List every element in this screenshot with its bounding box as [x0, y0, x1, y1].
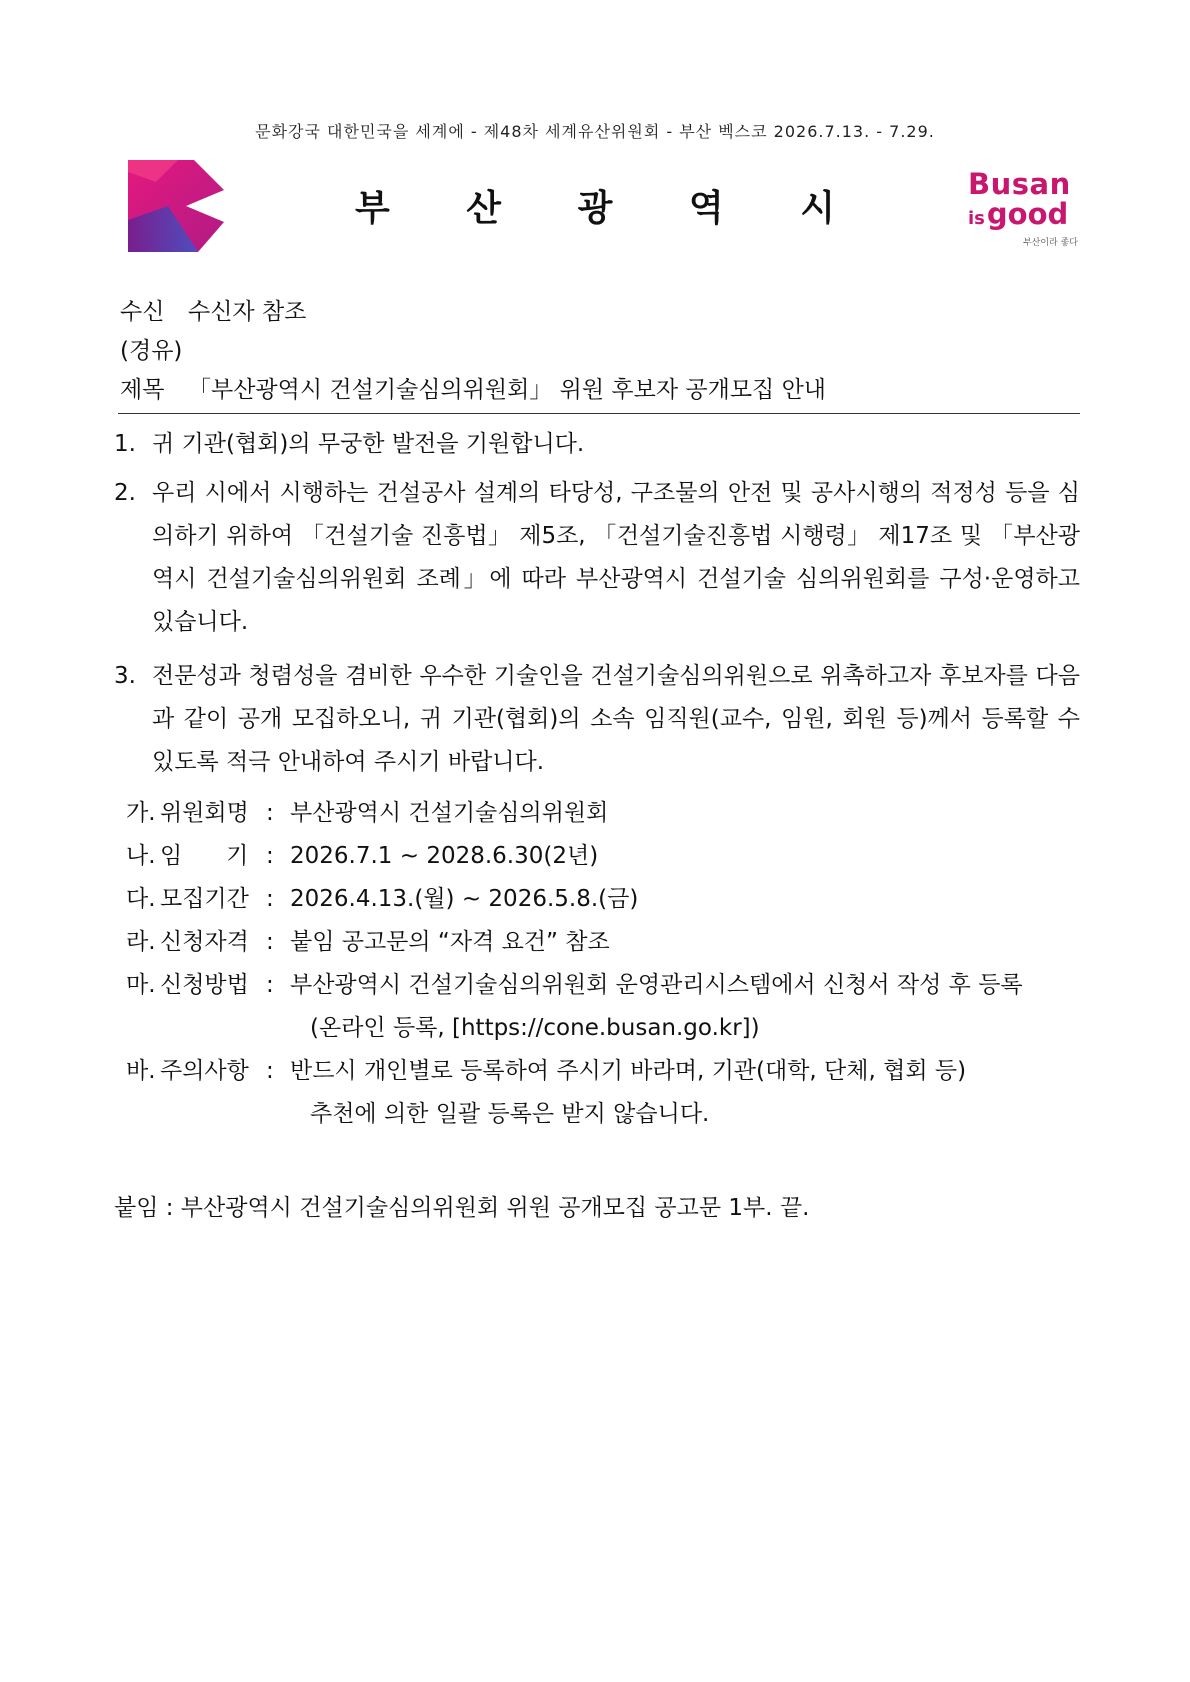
item-label: 임 기: [160, 843, 249, 869]
paragraph-text: 전문성과 청렴성을 겸비한 우수한 기술인을 건설기술심의위원으로 위촉하고자 후보자를 다음과 같이 공개 모집하오니, 귀 기관(협회)의 소속 임직원(교수, 임원, 회원 등)께서 등록할 수 있도록 적극 안내하여 주시기 바랍니다.: [152, 663, 1080, 775]
logo-line-busan: Busan: [968, 167, 1071, 201]
item-separator: :: [266, 972, 274, 998]
logo-good: good: [986, 197, 1069, 231]
detail-item-method-continuation: (온라인 등록, [https://cone.busan.go.kr]): [310, 1015, 760, 1041]
subject-label: 제목: [120, 377, 165, 403]
item-key: 나.: [126, 843, 156, 869]
via-label: (경유): [120, 338, 183, 364]
item-value: 2026.4.13.(월) ~ 2026.5.8.(금): [290, 886, 639, 912]
paragraph-text: 우리 시에서 시행하는 건설공사 설계의 타당성, 구조물의 안전 및 공사시행의 적정성 등을 심의하기 위하여 「건설기술 진흥법」 제5조, 「건설기술진흥법 시행령」 제17조 및 「부산광역시 건설기술심의위원회 조례」에 따라 부산광역시 건설기술 심의위원회를 구성·운영하고 있습니다.: [152, 480, 1080, 635]
detail-item-period: [126, 884, 638, 914]
item-label: 신청자격: [160, 929, 249, 955]
paragraph-number: 2.: [114, 480, 136, 506]
subject-line: [120, 375, 826, 405]
item-label: 신청방법: [160, 972, 249, 998]
item-separator: :: [266, 929, 274, 955]
paragraph-3: [114, 655, 1080, 784]
item-value: 붙임 공고문의 “자격 요건” 참조: [290, 929, 610, 955]
logo-line-isgood: [968, 197, 1080, 233]
item-separator: :: [266, 800, 274, 826]
recipient-line: [120, 297, 306, 327]
busan-is-good-logo: [968, 167, 1080, 248]
detail-item-term: [126, 841, 598, 871]
slogan-banner: 문화강국 대한민국을 세계에 - 제48차 세계유산위원회 - 부산 벡스코 2026.7.13. - 7.29.: [255, 122, 935, 141]
item-value: 부산광역시 건설기술심의위원회: [290, 800, 609, 826]
item-value: 부산광역시 건설기술심의위원회 운영관리시스템에서 신청서 작성 후 등록: [290, 972, 1023, 998]
organization-title: 부 산 광 역 시: [354, 188, 867, 229]
item-key: 다.: [126, 886, 156, 912]
paragraph-number: 3.: [114, 663, 136, 689]
item-separator: :: [266, 886, 274, 912]
recipient-value: 수신자 참조: [188, 299, 307, 325]
item-key: 가.: [126, 800, 156, 826]
item-label: 주의사항: [160, 1058, 249, 1084]
item-value: 반드시 개인별로 등록하여 주시기 바라며, 기관(대학, 단체, 협회 등): [290, 1058, 967, 1084]
item-key: 라.: [126, 929, 156, 955]
detail-item-method: [126, 970, 1023, 1000]
paragraph-2: [114, 472, 1080, 644]
paragraph-number: 1.: [114, 431, 136, 457]
item-key: 바.: [126, 1058, 156, 1084]
subject-value: 「부산광역시 건설기술심의위원회」 위원 후보자 공개모집 안내: [188, 377, 827, 403]
logo-tagline: 부산이라 좋다: [1022, 238, 1078, 248]
item-label: 위원회명: [160, 800, 249, 826]
header-divider: [118, 413, 1080, 414]
item-value: 2026.7.1 ~ 2028.6.30(2년): [290, 843, 599, 869]
paragraph-text: 귀 기관(협회)의 무궁한 발전을 기원합니다.: [152, 431, 585, 457]
logo-is: is: [968, 208, 985, 229]
item-separator: :: [266, 1058, 274, 1084]
detail-item-committee: [126, 798, 608, 828]
attachment-line: 붙임 : 부산광역시 건설기술심의위원회 위원 공개모집 공고문 1부. 끝.: [114, 1195, 810, 1221]
detail-item-qualification: [126, 927, 610, 957]
detail-item-caution-continuation: 추천에 의한 일괄 등록은 받지 않습니다.: [310, 1101, 710, 1127]
detail-item-caution: [126, 1056, 966, 1086]
via-line: [120, 336, 182, 366]
item-label: 모집기간: [160, 886, 249, 912]
item-separator: :: [266, 843, 274, 869]
item-key: 마.: [126, 972, 156, 998]
paragraph-1: [114, 423, 1080, 466]
recipient-label: 수신: [120, 299, 165, 325]
